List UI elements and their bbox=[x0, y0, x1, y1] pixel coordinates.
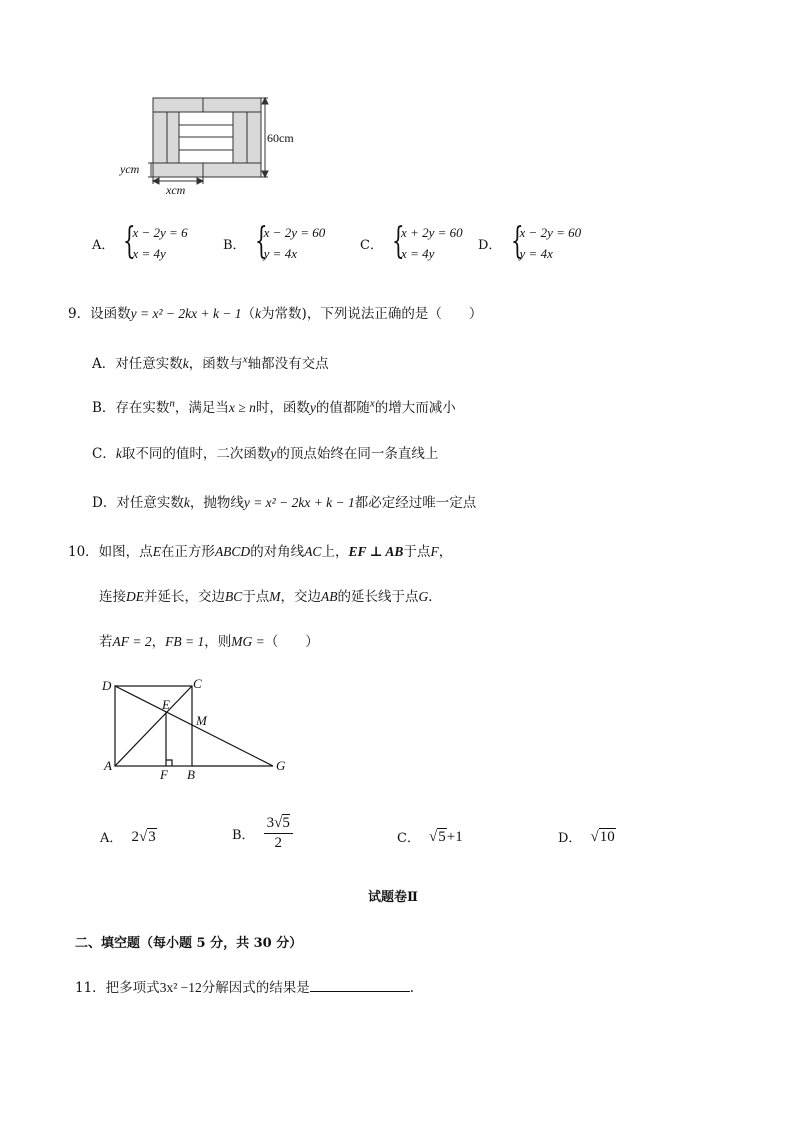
option-text: 时，函数 bbox=[255, 400, 310, 416]
tile-top-left bbox=[153, 98, 203, 112]
coefficient: 2 bbox=[131, 829, 139, 845]
tile-center-1 bbox=[179, 112, 233, 125]
option-text: B．存在实数 bbox=[92, 400, 170, 416]
parabola-function: y = x² − 2kx + k − 1 bbox=[243, 495, 355, 510]
q8-option-d[interactable] bbox=[478, 222, 581, 264]
root-ten: √10 bbox=[590, 829, 615, 845]
coefficient: 3 bbox=[266, 815, 275, 831]
var-n: n bbox=[169, 397, 175, 410]
q8-option-a[interactable] bbox=[92, 222, 188, 264]
point-m: M bbox=[269, 589, 281, 604]
segment-bc: BC bbox=[225, 589, 243, 604]
option-text: ，抛物线 bbox=[189, 495, 244, 511]
segment-de: DE bbox=[126, 589, 144, 604]
option-text: ，满足当 bbox=[174, 400, 229, 416]
option-letter: D． bbox=[558, 831, 582, 846]
option-letter: C． bbox=[397, 831, 420, 846]
equation-system: { x − 2y = 6 x = 4y bbox=[123, 221, 188, 262]
y-label: ycm bbox=[120, 162, 140, 176]
q10-option-a[interactable] bbox=[100, 826, 157, 846]
q9-option-d[interactable] bbox=[92, 491, 476, 511]
tile-left-2 bbox=[167, 112, 179, 163]
label-c: C bbox=[193, 676, 202, 691]
text: 上， bbox=[321, 544, 349, 560]
diagonal-ac bbox=[115, 686, 192, 766]
equation-system: { x − 2y = 60 y = 4x bbox=[254, 221, 326, 262]
denominator: 2 bbox=[274, 835, 283, 851]
q8-option-c[interactable] bbox=[360, 222, 463, 264]
text: ， bbox=[438, 544, 453, 560]
var-y: y bbox=[270, 446, 277, 461]
text: ，则 bbox=[204, 634, 232, 650]
tile-bottom-right bbox=[203, 163, 261, 177]
af-equals: AF = 2 bbox=[112, 634, 152, 649]
q8-option-b[interactable] bbox=[223, 222, 325, 264]
q10-option-d[interactable] bbox=[558, 826, 616, 846]
label-f: F bbox=[160, 767, 168, 782]
q11 bbox=[75, 976, 414, 996]
point-g: G bbox=[418, 589, 429, 604]
q11-polynomial: 3x² −12 bbox=[159, 980, 202, 995]
radicand: 10 bbox=[599, 829, 615, 845]
equation-1: x − 2y = 6 bbox=[132, 225, 188, 240]
equation-1: x + 2y = 60 bbox=[401, 225, 463, 240]
text: ． bbox=[428, 589, 442, 605]
tile-left-1 bbox=[153, 112, 167, 163]
var-x: x bbox=[369, 397, 375, 410]
option-text: 的顶点始终在同一条直线上 bbox=[276, 446, 439, 462]
perpendicular-ef-ab: EF ⊥ AB bbox=[348, 544, 404, 559]
answer-blank[interactable] bbox=[310, 977, 410, 992]
label-d: D bbox=[102, 678, 112, 693]
tile-top-right bbox=[203, 98, 261, 112]
option-letter: A． bbox=[92, 237, 115, 253]
text: 10．如图，点 bbox=[68, 544, 153, 560]
equation-2: y = 4x bbox=[519, 246, 553, 261]
q9-option-c[interactable] bbox=[92, 442, 438, 462]
radicand: 5 bbox=[282, 815, 290, 831]
q9-stem-text: 9．设函数 bbox=[68, 306, 131, 322]
q10-option-c[interactable] bbox=[397, 826, 463, 846]
label-a: A bbox=[104, 758, 112, 773]
text: （ ） bbox=[264, 634, 319, 650]
label-b: B bbox=[187, 767, 195, 782]
square-geometry-figure bbox=[100, 676, 300, 786]
equation-2: x = 4y bbox=[401, 246, 435, 261]
fraction bbox=[264, 815, 293, 852]
option-text: ，函数与 bbox=[188, 356, 243, 372]
option-text: 轴都没有交点 bbox=[247, 356, 329, 372]
tile-bottom-left bbox=[153, 163, 203, 177]
text: 连接 bbox=[99, 589, 126, 605]
section-heading: 二、填空题（每小题 5 分，共 30 分） bbox=[75, 936, 303, 951]
q11-period: . bbox=[409, 980, 415, 996]
q9-stem bbox=[68, 302, 482, 322]
square-abcd: ABCD bbox=[214, 544, 251, 559]
mg-equals: MG = bbox=[231, 634, 265, 649]
segment-ac: AC bbox=[304, 544, 322, 559]
x-label: xcm bbox=[166, 183, 186, 197]
option-letter: B． bbox=[223, 237, 246, 253]
q9-option-a[interactable] bbox=[92, 352, 329, 372]
option-text: C． bbox=[92, 446, 116, 462]
q9-stem-tail: 为常数)，下列说法正确的是（ ） bbox=[261, 306, 483, 322]
text: 的延长线于点 bbox=[337, 589, 419, 605]
option-letter: D． bbox=[478, 237, 502, 253]
text: 在正方形 bbox=[160, 544, 215, 560]
tile-right-1 bbox=[233, 112, 247, 163]
var-k: k bbox=[183, 495, 190, 510]
equation-2: x = 4y bbox=[132, 246, 166, 261]
segment-ab: AB bbox=[321, 589, 338, 604]
two-root-three: 2√3 bbox=[131, 829, 156, 845]
tile-center-3 bbox=[179, 137, 233, 150]
plus-one: +1 bbox=[446, 829, 463, 845]
text: 于点 bbox=[242, 589, 270, 605]
radicand: 5 bbox=[438, 829, 446, 845]
q9-function: y = x² − 2kx + k − 1 bbox=[130, 306, 242, 321]
q9-option-b[interactable] bbox=[92, 396, 456, 416]
equation-system: { x + 2y = 60 x = 4y bbox=[392, 221, 463, 262]
var-y: y bbox=[309, 400, 316, 415]
var-k: k bbox=[115, 446, 122, 461]
condition: x ≥ n bbox=[228, 400, 256, 415]
var-x: x bbox=[242, 353, 248, 366]
q10-line-2 bbox=[99, 585, 442, 605]
var-k: k bbox=[182, 356, 189, 371]
text: ，交边 bbox=[280, 589, 322, 605]
label-e: E bbox=[162, 697, 170, 712]
q11-text: 分解因式的结果是 bbox=[201, 980, 310, 996]
height-label: 60cm bbox=[267, 131, 294, 145]
tile-center-4 bbox=[179, 150, 233, 163]
q10-line-1 bbox=[68, 540, 452, 560]
root-five-plus-one: √5+1 bbox=[429, 829, 463, 845]
text: 于点 bbox=[403, 544, 431, 560]
option-letter: C． bbox=[360, 237, 383, 253]
option-letter: B． bbox=[232, 828, 255, 843]
fb-equals: FB = 1 bbox=[165, 634, 205, 649]
equation-1: x − 2y = 60 bbox=[519, 225, 582, 240]
option-text: 都必定经过唯一定点 bbox=[354, 495, 477, 511]
option-text: 的值都随 bbox=[315, 400, 370, 416]
q10-line-3 bbox=[99, 630, 319, 650]
option-text: D．对任意实数 bbox=[92, 495, 184, 511]
line-dg bbox=[115, 686, 273, 766]
radicand: 3 bbox=[148, 829, 156, 845]
option-letter: A． bbox=[100, 831, 123, 846]
point-f: F bbox=[430, 544, 439, 559]
text: ， bbox=[151, 634, 166, 650]
text: 并延长，交边 bbox=[144, 589, 225, 605]
equation-1: x − 2y = 60 bbox=[263, 225, 326, 240]
q9-paren: （ bbox=[241, 306, 256, 322]
point-e: E bbox=[152, 544, 161, 559]
q11-text: 11．把多项式 bbox=[75, 980, 160, 996]
numerator: 3√5 bbox=[264, 815, 293, 834]
label-g: G bbox=[276, 758, 286, 773]
paper-title: 试题卷Ⅱ bbox=[368, 890, 418, 905]
equation-2: y = 4x bbox=[263, 246, 297, 261]
text: 的对角线 bbox=[250, 544, 305, 560]
equation-system: { x − 2y = 60 y = 4x bbox=[510, 221, 582, 262]
option-text: A．对任意实数 bbox=[92, 356, 183, 372]
label-m: M bbox=[196, 713, 207, 728]
right-angle-mark bbox=[166, 760, 172, 766]
option-text: 的增大而减小 bbox=[374, 400, 456, 416]
q9-k: k bbox=[255, 306, 262, 321]
option-text: 取不同的值时，二次函数 bbox=[121, 446, 271, 462]
tile-center-2 bbox=[179, 125, 233, 137]
text: 若 bbox=[99, 634, 113, 650]
tile-right-2 bbox=[247, 112, 261, 163]
q10-option-b[interactable] bbox=[232, 815, 293, 852]
